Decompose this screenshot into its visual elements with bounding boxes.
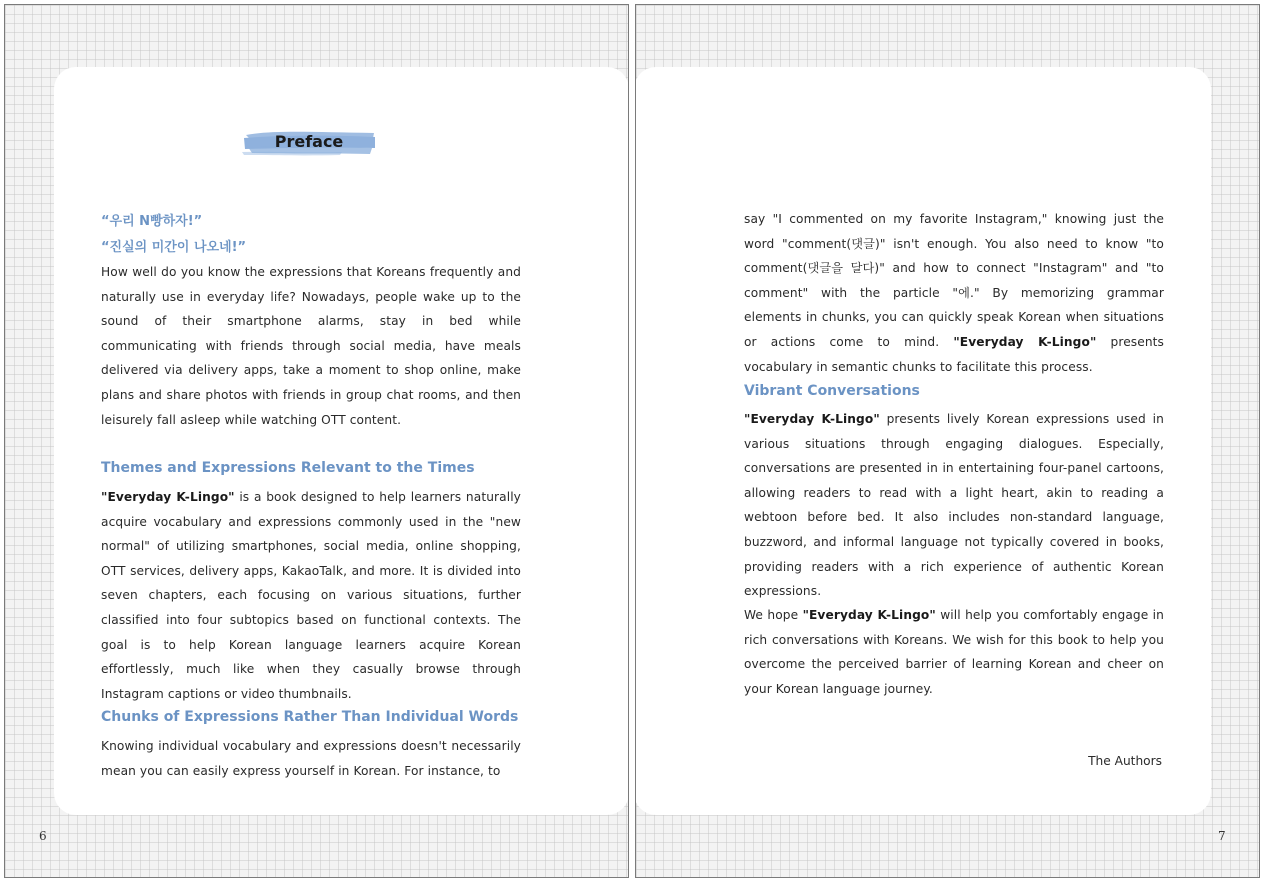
intro-paragraph: How well do you know the expressions that Koreans frequently and naturally use in everyday life? Nowadays, people wake up to the sound of their smartphone alarms, stay in bed while communicating with friends through social media, have meals delivered via delivery apps, take a moment to shop online, make plans and share photos with friends in group chat rooms, and then leisurely fall asleep while watching OTT content. [101,265,521,427]
korean-quote-2: “진실의 미간이 나오네!” [101,240,247,255]
signature: The Authors [1088,754,1162,768]
book-title-mention: "Everyday K-Lingo" [744,412,880,426]
section-heading-conversations: Vibrant Conversations [744,383,920,399]
book-title-mention: "Everyday K-Lingo" [953,334,1097,349]
book-title-mention: "Everyday K-Lingo" [802,608,936,622]
page-number-right: 7 [1218,829,1226,843]
conversations-paragraph [744,407,1164,604]
page-number-left: 6 [39,829,47,843]
section-heading-themes: Themes and Expressions Relevant to the Times [101,460,475,476]
book-title-mention: "Everyday K-Lingo" [101,490,235,504]
conversations-paragraph-text: presents lively Korean expressions used in various situations through engaging dialogues. Especially, conversations are presented in in entertaining four-panel cartoons, allowing readers to read with a light heart, akin to reading a webtoon before bed. It also includes non-standard language, buzzword, and informal language not typically covered in books, providing readers with a rich experience of authentic Korean expressions. [744,412,1164,599]
right-page [635,4,1260,878]
section-heading-chunks: Chunks of Expressions Rather Than Individual Words [101,709,519,725]
chunks-continuation-paragraph [744,207,1164,379]
closing-paragraph [744,603,1164,701]
page-title: Preface [274,132,344,151]
chunks-paragraph: Knowing individual vocabulary and expressions doesn't necessarily mean you can easily express yourself in Korean. For instance, to [101,739,521,778]
left-page [4,4,629,878]
continuation-text-2: presents vocabulary in semantic chunks to facilitate this process. [744,334,1164,374]
continuation-text-1: say "I commented on my favorite Instagram," knowing just the word "comment(댓글)" isn't enough. You also need to know "to comment(댓글을 달다)" and how to connect "Instagram" and "to comment" with the particle "에." By memorizing grammar elements in chunks, you can quickly speak Korean when situations or actions come to mind. [744,212,1164,349]
korean-quote-1: “우리 N빵하자!” [101,214,203,229]
closing-text-1: We hope [744,608,803,622]
themes-paragraph-text: is a book designed to help learners naturally acquire vocabulary and expressions commonly used in the "new normal" of utilizing smartphones, social media, online shopping, OTT services, delivery apps, KakaoTalk, and more. It is divided into seven chapters, each focusing on various situations, further classified into four subtopics based on functional contexts. The goal is to help Korean language learners acquire Korean effortlessly, much like when they casually browse through Instagram captions or video thumbnails. [101,490,521,701]
closing-text-2: will help you comfortably engage in rich conversations with Koreans. We wish for this book to help you overcome the perceived barrier of learning Korean and cheer on your Korean language journey. [744,608,1164,696]
themes-paragraph [101,485,521,706]
preface-title-block [242,126,376,158]
